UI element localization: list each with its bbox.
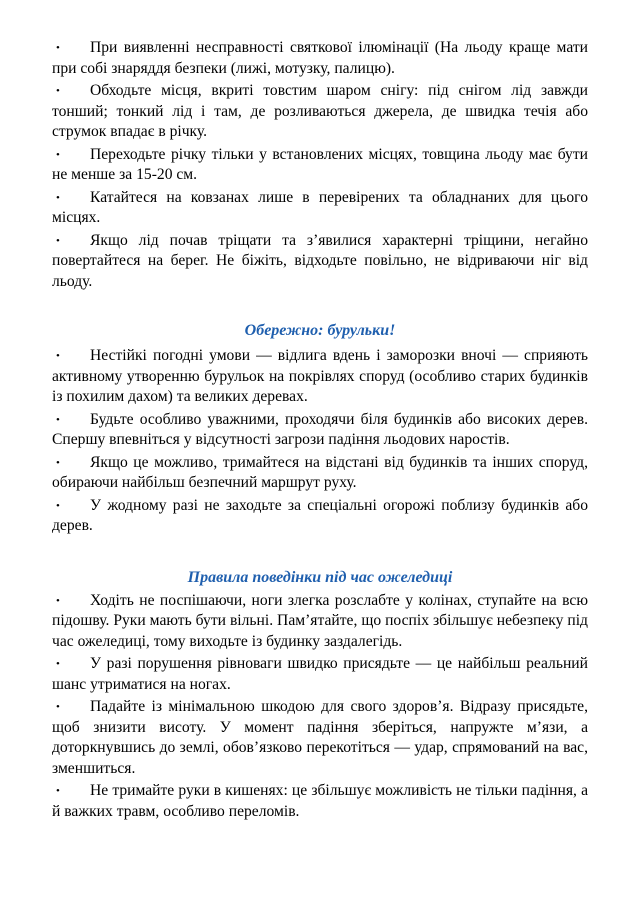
bullet-item: • Якщо лід почав тріщати та з’явилися характерні тріщини, негайно повертайтеся на берег. Не біжіть, відходьте повільно, не відриваючи ніг від льоду.: [52, 231, 588, 293]
bullet-item: • Ходіть не поспішаючи, ноги злегка розслабте у колінах, ступайте на всю підошву. Руки мають бути вільні. Пам’ятайте, що поспіх збільшує небезпеку під час ожеледиці, тому виходьте із будинку заздалегідь.: [52, 591, 588, 653]
bullet-item: • Не тримайте руки в кишенях: це збільшує можливість не тільки падіння, а й важких травм, особливо переломів.: [52, 781, 588, 822]
bullet-item: • При виявленні несправності святкової ілюмінації (На льоду краще мати при собі знаряддя безпеки (лижі, мотузку, палицю).: [52, 38, 588, 79]
bullet-item: • Катайтеся на ковзанах лише в перевірених та обладнаних для цього місцях.: [52, 188, 588, 229]
bullet-item: • Переходьте річку тільки у встановлених місцях, товщина льоду має бути не менше за 15-20 см.: [52, 145, 588, 186]
bullet-item: • У разі порушення рівноваги швидко присядьте — це найбільш реальний шанс утриматися на ногах.: [52, 654, 588, 695]
section-heading-icicles: Обережно: бурульки!: [244, 322, 396, 339]
section-heading-glaze-ice-rules: Правила поведінки під час ожеледиці: [187, 568, 453, 586]
section-ice-safety: [52, 38, 588, 292]
bullet-item: • Будьте особливо уважними, проходячи біля будинків або високих дерев. Спершу впевніться у відсутності загрози падіння льодових наростів.: [52, 410, 588, 451]
section-glaze-ice-rules: [52, 591, 588, 823]
bullet-item: • Якщо це можливо, тримайтеся на відстані від будинків та інших споруд, обираючи найбільш безпечний маршрут руху.: [52, 453, 588, 494]
bullet-item: • Обходьте місця, вкриті товстим шаром снігу: під снігом лід завжди тонший; тонкий лід і там, де розливаються джерела, де швидка течія або струмок впадає в річку.: [52, 81, 588, 143]
bullet-item: • Падайте із мінімальною шкодою для свого здоров’я. Відразу присядьте, щоб знизити висоту. У момент падіння зберіться, напружте м’язи, а доторкнувшись до землі, обов’язково перекотіться — удар, спрямований на вас, зменшиться.: [52, 697, 588, 779]
bullet-item: • У жодному разі не заходьте за спеціальні огорожі поблизу будинків або дерев.: [52, 496, 588, 537]
bullet-item: • Нестійкі погодні умови — відлига вдень і заморозки вночі — сприяють активному утворенню бурульок на покрівлях споруд (особливо старих будинків із похилим дахом) та великих деревах.: [52, 346, 588, 408]
section-icicles: [52, 346, 588, 537]
